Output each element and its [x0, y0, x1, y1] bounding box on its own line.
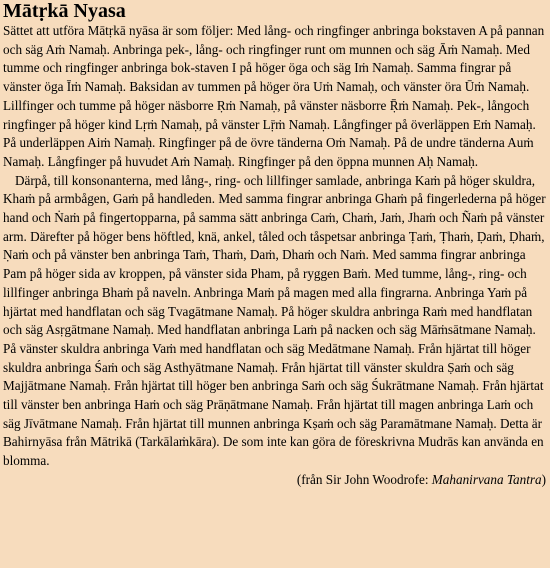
source-citation [3, 471, 547, 490]
page-title: Mātṛkā Nyasa [3, 0, 126, 22]
paragraph-vowels: Sättet att utföra Mātṛkā nyāsa är som följer: Med lång- och ringfinger anbringa bokstaven A på pannan och säg Aṁ Namaḥ. Anbringa pek-, lång- och ringfinger runt om munnen och säg Āṁ Namaḥ. Med tumme och ringfinger anbringa bok-staven I på höger öga och säg Iṁ Namaḥ. Samma fingrar på vänster öga Īṁ Namaḥ. Baksidan av tummen på höger öra Uṁ Namaḥ, och vänster öra Ūṁ Namaḥ. Lillfinger och tumme på höger näsborre Ṛṁ Namaḥ, på vänster näsborre Ṝṁ Namaḥ. Pek-, långoch ringfinger på höger kind Lṛṁ Namaḥ, på vänster Lṝṁ Namaḥ. Långfinger på överläppen Eṁ Namaḥ. På underläppen Aiṁ Namaḥ. Ringfinger på de övre tänderna Oṁ Namaḥ. På de undre tänderna Auṁ Namaḥ. Långfinger på huvudet Aṁ Namaḥ. Ringfinger på den öppna munnen Aḥ Namaḥ. [3, 23, 545, 169]
source-suffix: ) [541, 471, 546, 487]
paragraph-consonants: Därpå, till konsonanterna, med lång-, ring- och lillfinger samlade, anbringa Kaṁ på höger skuldra, Khaṁ på armbågen, Gaṁ på handleden. Med samma fingrar anbringa Ghaṁ på fingerlederna på höger hand och Ṅaṁ på fingertopparna, på samma sätt anbringa Caṁ, Chaṁ, Jaṁ, Jhaṁ och Ñaṁ på vänster arm. Därefter på höger bens höftled, knä, ankel, tåled och tåspetsar anbringa Ṭaṁ, Ṭhaṁ, Ḍaṁ, Ḍhaṁ, Ṇaṁ och på vänster ben anbringa Taṁ, Thaṁ, Daṁ, Dhaṁ och Naṁ. Med samma fingrar anbringa Pam på höger sida av kroppen, på vänster sida Pham, på ryggen Baṁ. Med tumme, lång-, ring- och lillfinger anbringa Bhaṁ på naveln. Anbringa Maṁ på magen med alla fingrarna. Anbringa Yaṁ på hjärtat med handflatan och säg Tvagātmane Namaḥ. På höger skuldra anbringa Raṁ med handflatan och säg Asṛgātmane Namaḥ. Med handflatan anbringa Laṁ på nacken och säg Māṁsātmane Namaḥ. På vänster skuldra anbringa Vaṁ med handflatan och säg Medātmane Namaḥ. Från hjärtat till höger skuldra anbringa Śaṁ och säg Asthyātmane Namaḥ. Från hjärtat till vänster skuldra Ṣaṁ och säg Majjātmane Namaḥ. Från hjärtat till höger ben anbringa Saṁ och säg Śukrātmane Namaḥ. Från hjärtat till vänster ben anbringa Haṁ och säg Prāṇātmane Namaḥ. Från hjärtat till magen anbringa Laṁ och säg Jīvātmane Namaḥ. Från hjärtat till munnen anbringa Kṣaṁ och säg Paramātmane Namaḥ. Detta är Bahirnyāsa från Mātrikā (Tarkālaṁkāra). De som inte kan göra de föreskrivna Mudrās kan använda en blomma. [3, 172, 546, 469]
source-work-title: Mahanirvana Tantra [431, 471, 542, 487]
source-prefix: (från Sir John Woodrofe: [296, 471, 432, 487]
